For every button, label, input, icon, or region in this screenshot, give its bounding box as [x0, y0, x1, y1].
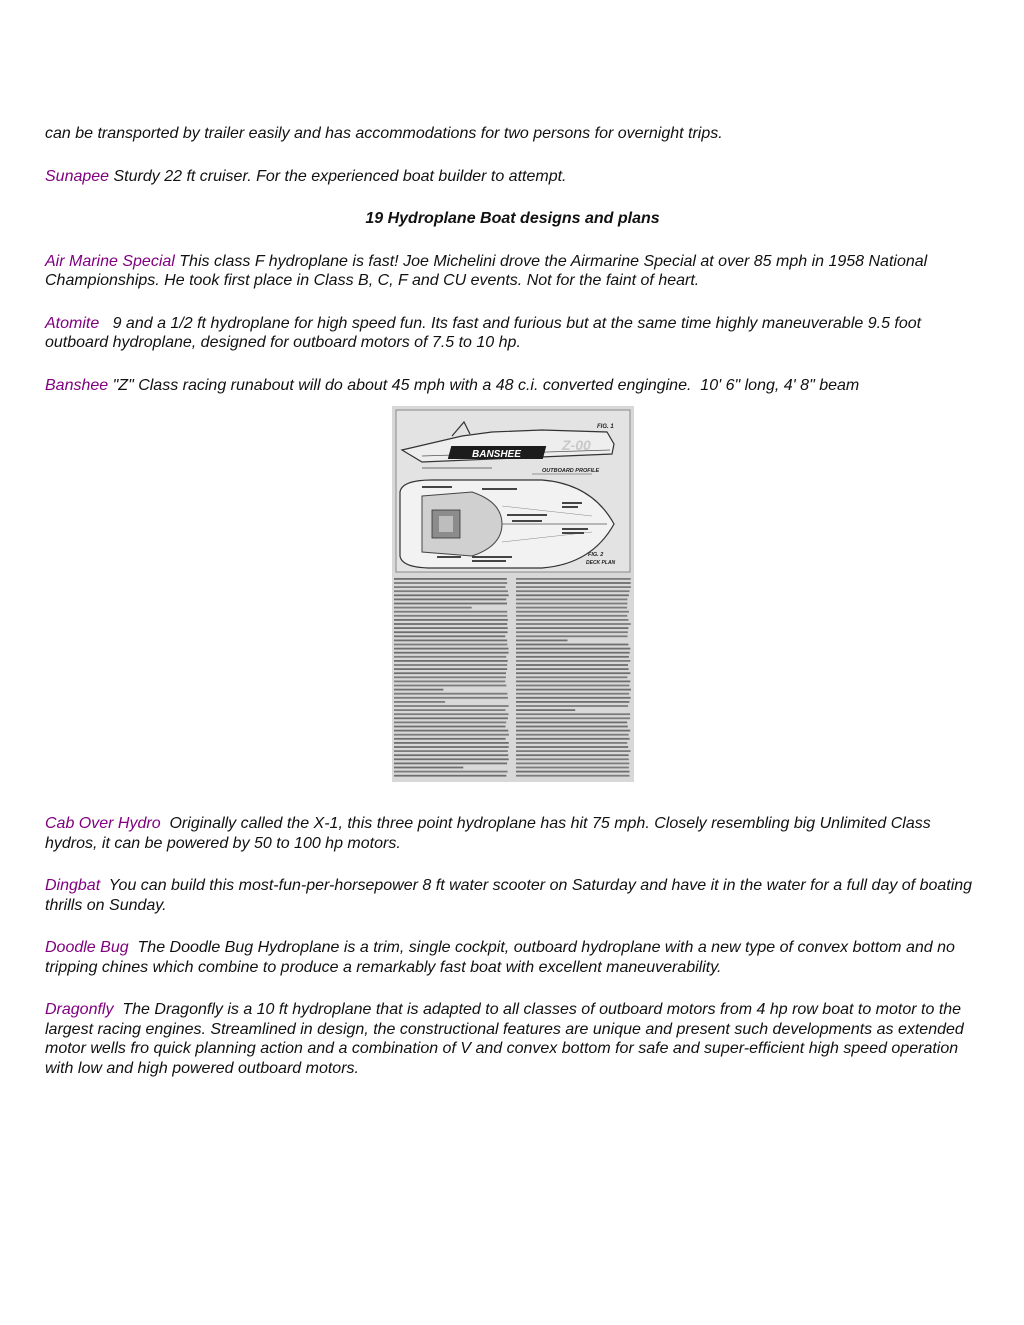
text-line [394, 656, 506, 658]
text-line [394, 615, 507, 617]
text-line [516, 590, 630, 592]
entry-air-marine-special [45, 252, 980, 291]
link-doodle-bug[interactable]: Doodle Bug [45, 939, 129, 956]
text-line [394, 758, 509, 760]
text-line [516, 644, 628, 646]
text-line [394, 775, 506, 777]
text-line [394, 705, 509, 707]
text-line [516, 607, 627, 609]
text-line [516, 685, 629, 687]
hull-number-label: Z-00 [561, 437, 591, 453]
text-line [394, 722, 506, 724]
text-line [516, 619, 629, 621]
link-atomite[interactable]: Atomite [45, 314, 100, 332]
text-line [394, 668, 507, 670]
text-line [516, 709, 575, 711]
text-line [394, 590, 508, 592]
document-body [45, 124, 980, 1101]
text-line [394, 742, 509, 744]
text-line [516, 656, 629, 658]
entry-description: You can build this most-fun-per-horsepower 8 ft water scooter on Saturday and have it in the water for a full day of boating thrills on Sunday. [45, 877, 977, 914]
plan-label: DECK PLAN [585, 560, 615, 566]
entry-description: Sturdy 22 ft cruiser. For the experienced boat builder to attempt. [109, 167, 567, 185]
text-line [516, 648, 630, 650]
banshee-plan-image [392, 406, 634, 782]
link-dingbat[interactable]: Dingbat [45, 877, 101, 894]
text-line [394, 631, 508, 633]
text-line [516, 738, 630, 740]
entry-description: Originally called the X-1, this three point hydroplane has hit 75 mph. Closely resembling big Unlimited Class hydros, it can be powered by 50 to 100 hp motors. [45, 815, 936, 852]
text-line [516, 631, 628, 633]
entry-cab-over-hydro [45, 814, 980, 853]
text-line [516, 734, 629, 736]
text-line [394, 582, 507, 584]
profile-label: OUTBOARD PROFILE [541, 468, 599, 474]
text-line [394, 635, 505, 637]
link-cab-over-hydro[interactable]: Cab Over Hydro [45, 815, 161, 832]
text-line [394, 664, 507, 666]
text-line [516, 586, 631, 588]
text-line [394, 611, 507, 613]
intro-paragraph: can be transported by trailer easily and has accommodations for two persons for overnight trips. [45, 125, 723, 142]
text-line [516, 763, 629, 765]
text-line [394, 623, 507, 625]
text-line [516, 754, 629, 756]
text-line [394, 607, 472, 609]
entry-atomite [45, 314, 980, 353]
text-line [516, 599, 627, 601]
fig1-label: FIG. 1 [596, 424, 614, 430]
text-line [394, 640, 507, 642]
text-line [516, 693, 629, 695]
text-line [394, 767, 463, 769]
entry-dingbat [45, 876, 980, 915]
text-line [516, 660, 630, 662]
text-line [516, 615, 627, 617]
text-line [394, 603, 507, 605]
link-dragonfly[interactable]: Dragonfly [45, 1001, 114, 1018]
text-line [394, 709, 506, 711]
text-line [516, 582, 631, 584]
text-line [516, 730, 630, 732]
text-line [516, 603, 627, 605]
text-line [394, 689, 443, 691]
entry-description: The Doodle Bug Hydroplane is a trim, single cockpit, outboard hydroplane with a new type of convex bottom and no tripping chines which combine to produce a remarkably fast boat with excellent maneuverability. [45, 939, 960, 976]
entry-sunapee [45, 167, 980, 187]
text-line [394, 586, 506, 588]
text-line [516, 664, 628, 666]
text-line [516, 689, 631, 691]
boat-name-label: BANSHEE [471, 449, 521, 460]
text-line [394, 619, 508, 621]
text-line [394, 697, 508, 699]
text-line [516, 742, 627, 744]
text-line [394, 693, 507, 695]
text-line [394, 578, 507, 580]
text-line [516, 640, 568, 642]
link-air-marine-special[interactable]: Air Marine Special [45, 252, 175, 270]
text-line [516, 652, 630, 654]
text-line [394, 763, 507, 765]
text-line [394, 648, 509, 650]
entry-description: The Dragonfly is a 10 ft hydroplane that is adapted to all classes of outboard motors from 4 hp row boat to motor to the largest racing engines. Streamlined in design, the constructional features are unique and present such developments as extended motor wells fro quick planning action and a combination of V and convex bottom for safe and super-efficient high speed operation with low and high powered outboard motors. [45, 1001, 969, 1077]
banshee-plan-drawing [392, 406, 634, 782]
text-line [516, 672, 630, 674]
section-heading: 19 Hydroplane Boat designs and plans [365, 210, 660, 227]
text-line [394, 681, 505, 683]
text-line [394, 771, 508, 773]
text-line [516, 701, 629, 703]
text-line [394, 730, 508, 732]
text-line [516, 722, 627, 724]
text-line [516, 681, 630, 683]
text-line [394, 738, 506, 740]
text-line [516, 627, 628, 629]
text-line [516, 758, 629, 760]
text-line [394, 676, 506, 678]
text-line [394, 660, 508, 662]
text-line [394, 726, 506, 728]
text-line [394, 746, 509, 748]
text-line [516, 611, 629, 613]
text-line [516, 623, 631, 625]
link-sunapee[interactable]: Sunapee [45, 167, 110, 185]
text-line [516, 578, 631, 580]
text-line [394, 599, 506, 601]
text-line [516, 594, 629, 596]
text-line [516, 726, 628, 728]
text-line [516, 713, 630, 715]
text-line [394, 652, 509, 654]
text-line [516, 635, 628, 637]
text-line [516, 746, 628, 748]
text-line [516, 717, 630, 719]
text-line [394, 754, 508, 756]
text-line [394, 685, 506, 687]
link-banshee[interactable]: Banshee [45, 376, 109, 394]
text-line [394, 672, 506, 674]
text-line [516, 771, 630, 773]
entry-description: "Z" Class racing runabout will do about 45 mph with a 48 c.i. converted engingine. 10' 6" long, 4' 8" beam [108, 376, 860, 394]
text-line [516, 775, 630, 777]
text-line [394, 644, 507, 646]
text-line [394, 627, 508, 629]
text-line [516, 676, 627, 678]
entry-description: 9 and a 1/2 ft hydroplane for high speed fun. Its fast and furious but at the same time highly maneuverable 9.5 foot outboard hydroplane, designed for outboard motors of 7.5 to 10 hp. [45, 314, 926, 351]
text-line [516, 705, 628, 707]
fig2-label: FIG. 2 [587, 552, 603, 558]
text-line [516, 767, 629, 769]
text-line [394, 734, 509, 736]
text-line [394, 717, 508, 719]
text-line [394, 750, 508, 752]
text-line [394, 594, 509, 596]
text-line [516, 750, 631, 752]
text-line [516, 697, 631, 699]
text-line [394, 701, 445, 703]
entry-dragonfly [45, 1000, 980, 1078]
text-line [394, 713, 509, 715]
entry-doodle-bug [45, 938, 980, 977]
entry-description: This class F hydroplane is fast! Joe Michelini drove the Airmarine Special at over 85 mph in 1958 National Championships. He took first place in Class B, C, F and CU events. Not for the faint of heart. [45, 252, 928, 289]
text-line [516, 668, 629, 670]
entry-banshee [45, 376, 980, 396]
